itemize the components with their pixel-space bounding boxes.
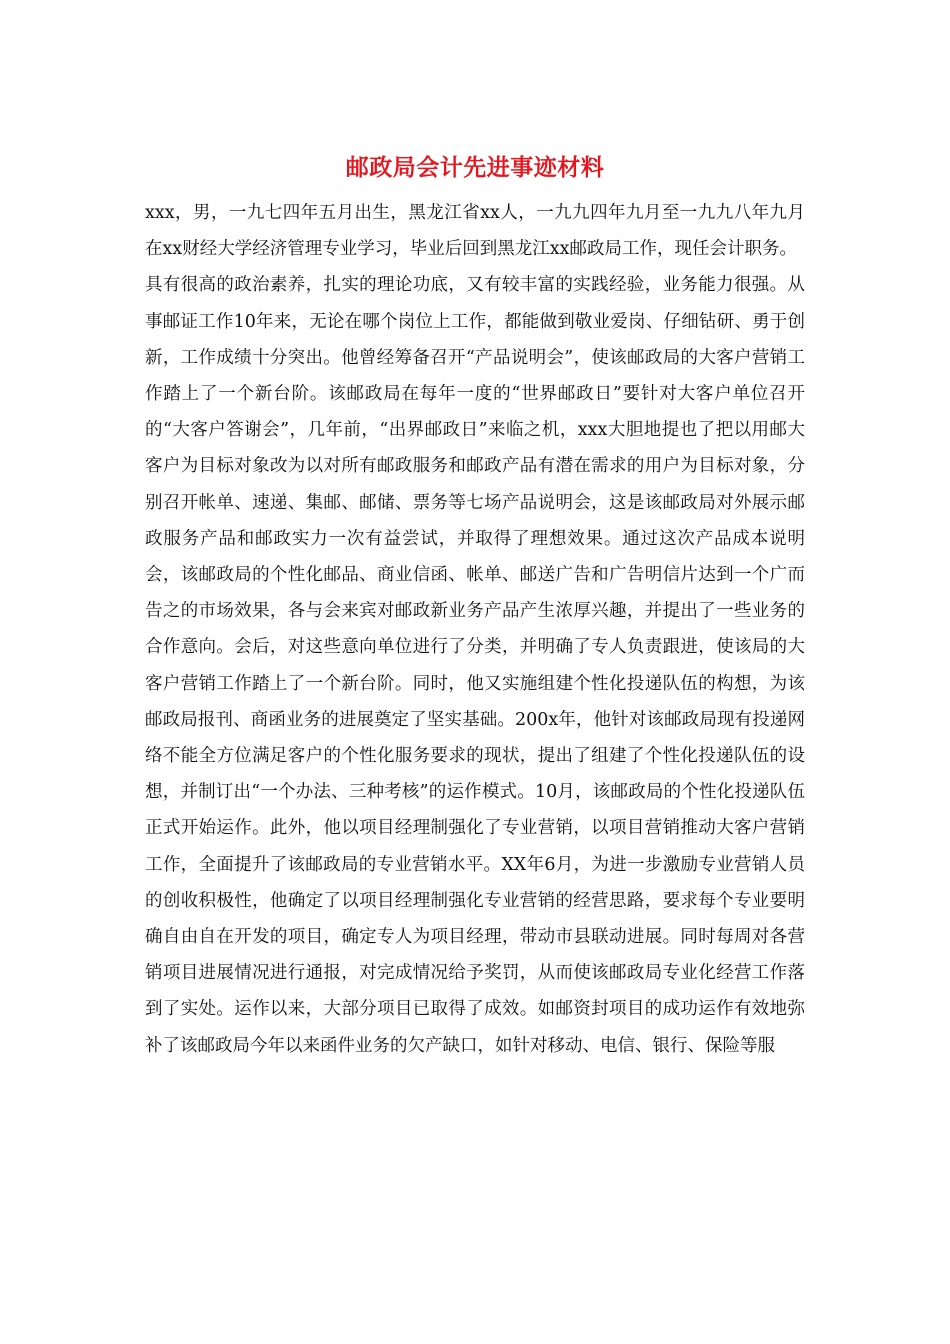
paragraph-achievements: 具有很高的政治素养，扎实的理论功底，又有较丰富的实践经验，业务能力很强。从事邮证工作10年来，无论在哪个岗位上工作，都能做到敬业爱岗、仔细钻研、勇于创新，工作成绩十分突出。他曾经筹备召开“产品说明会”，使该邮政局的大客户营销工作踏上了一个新台阶。该邮政局在每年一度的“世界邮政日”要针对大客户单位召开的“大客户答谢会”，几年前，“出界邮政日”来临之机，xxx大胆地提也了把以用邮大客户为目标对象改为以对所有邮政服务和邮政产品有潜在需求的用户为目标对象，分别召开帐单、速递、集邮、邮储、票务等七场产品说明会，这是该邮政局对外展示邮政服务产品和邮政实力一次有益尝试，并取得了理想效果。通过这次产品成本说明会，该邮政局的个性化邮品、商业信函、帐单、邮送广告和广告明信片达到一个广而告之的市场效果，各与会来宾对邮政新业务产品产生浓厚兴趣，并提出了一些业务的合作意向。会后，对这些意向单位进行了分类，并明确了专人负责跟进，使该局的大客户营销工作踏上了一个新台阶。同时，他又实施组建个性化投递队伍的构想，为该邮政局报刊、商函业务的进展奠定了坚实基础。200x年，他针对该邮政局现有投递网络不能全方位满足客户的个性化服务要求的现状，提出了组建了个性化投递队伍的设想，并制订出“一个办法、三种考核”的运作模式。10月，该邮政局的个性化投递队伍正式开始运作。此外，他以项目经理制强化了专业营销，以项目营销推动大客户营销工作，全面提升了该邮政局的专业营销水平。XX年6月，为进一步激励专业营销人员的创收积极性，他确定了以项目经理制强化专业营销的经营思路，要求每个专业要明确自由自在开发的项目，确定专人为项目经理，带动市县联动进展。同时每周对各营销项目进展情况进行通报，对完成情况给予奖罚，从而使该邮政局专业化经营工作落到了实处。运作以来，大部分项目已取得了成效。如邮资封项目的成功运作有效地弥补了该邮政局今年以来函件业务的欠产缺口，如针对移动、电信、银行、保险等服 (145, 275, 805, 1056)
paragraph-intro: xxx，男，一九七四年五月出生，黑龙江省xx人，一九九四年九月至一九九八年九月在xx财经大学经济管理专业学习，毕业后回到黑龙江xx邮政局工作，现任会计职务。 (145, 203, 805, 260)
document-title: 邮政局会计先进事迹材料 (345, 154, 605, 181)
document-body (145, 195, 805, 1064)
